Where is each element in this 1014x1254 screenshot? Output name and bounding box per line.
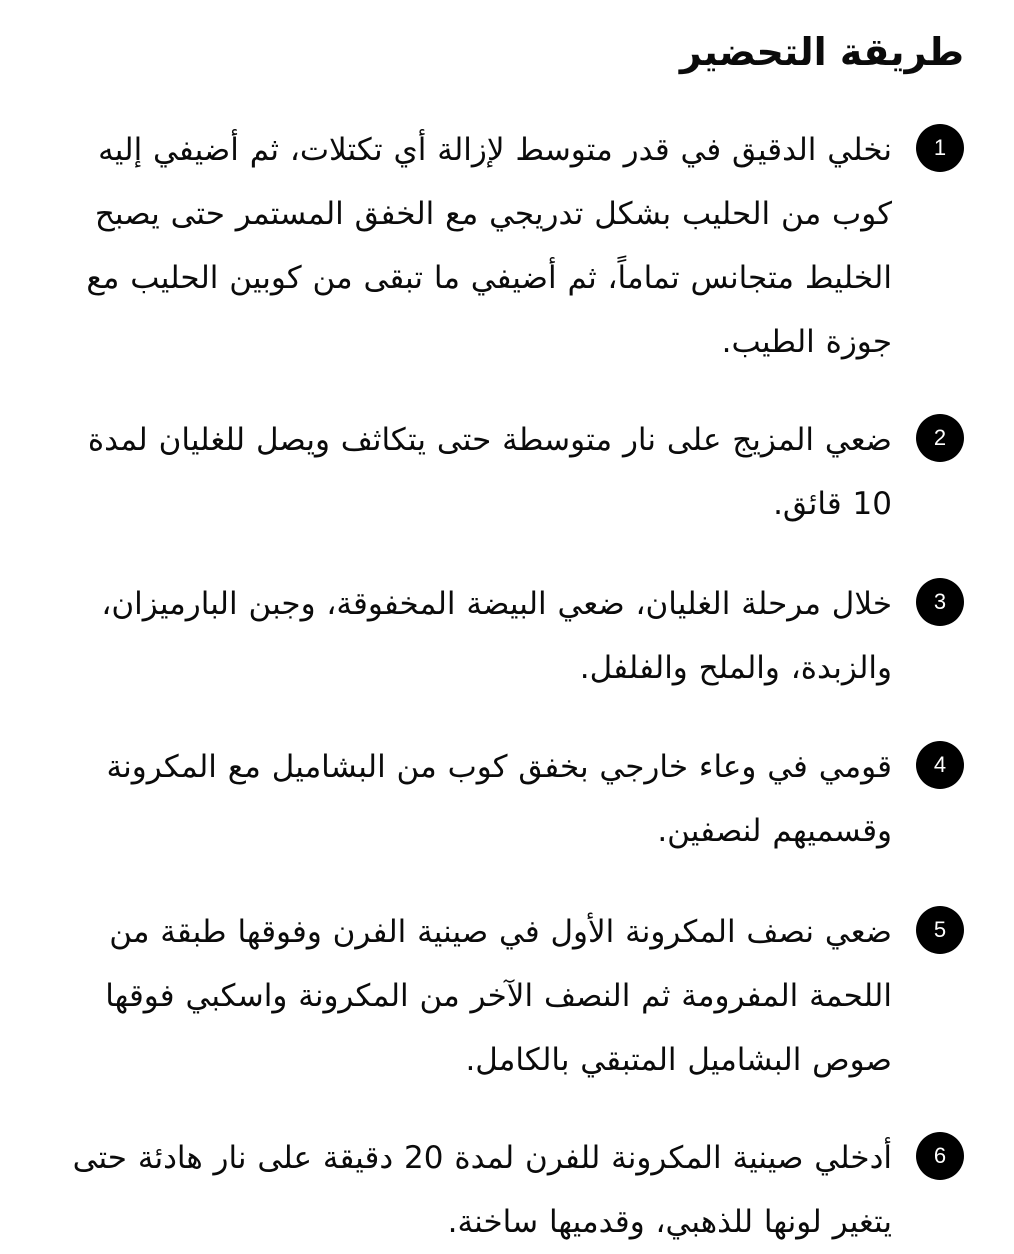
steps-list (50, 118, 964, 1254)
step-item-5 (50, 900, 964, 1092)
page-title: طريقة التحضير (679, 30, 964, 74)
step-text: ضعي المزيج على نار متوسطة حتى يتكاثف ويصل للغليان لمدة 10 قائق. (87, 422, 892, 522)
step-text: نخلي الدقيق في قدر متوسط لإزالة أي تكتلات، ثم أضيفي إليه كوب من الحليب بشكل تدريجي مع الخفق المستمر حتى يصبح الخليط متجانس تماماً، ثم أضيفي ما تبقى من كوبين الحليب مع جوزة الطيب. (86, 132, 892, 360)
step-item-3 (50, 572, 964, 700)
step-text: قومي في وعاء خارجي بخفق كوب من البشاميل مع المكرونة وقسميهم لنصفين. (106, 749, 892, 849)
step-item-1 (50, 118, 964, 374)
step-number-badge: 2 (916, 414, 964, 462)
step-number-badge: 5 (916, 906, 964, 954)
step-number-badge: 4 (916, 741, 964, 789)
step-item-4 (50, 735, 964, 863)
step-text: أدخلي صينية المكرونة للفرن لمدة 20 دقيقة على نار هادئة حتى يتغير لونها للذهبي، وقدميها ساخنة. (72, 1140, 892, 1240)
step-text: خلال مرحلة الغليان، ضعي البيضة المخفوقة، وجبن البارميزان، والزبدة، والملح والفلفل. (101, 586, 892, 686)
step-number-badge: 6 (916, 1132, 964, 1180)
step-item-6 (50, 1126, 964, 1254)
step-number-badge: 1 (916, 124, 964, 172)
step-number-badge: 3 (916, 578, 964, 626)
step-text: ضعي نصف المكرونة الأول في صينية الفرن وفوقها طبقة من اللحمة المفرومة ثم النصف الآخر من المكرونة واسكبي فوقها صوص البشاميل المتبقي بالكامل. (105, 914, 892, 1078)
step-item-2 (50, 408, 964, 536)
